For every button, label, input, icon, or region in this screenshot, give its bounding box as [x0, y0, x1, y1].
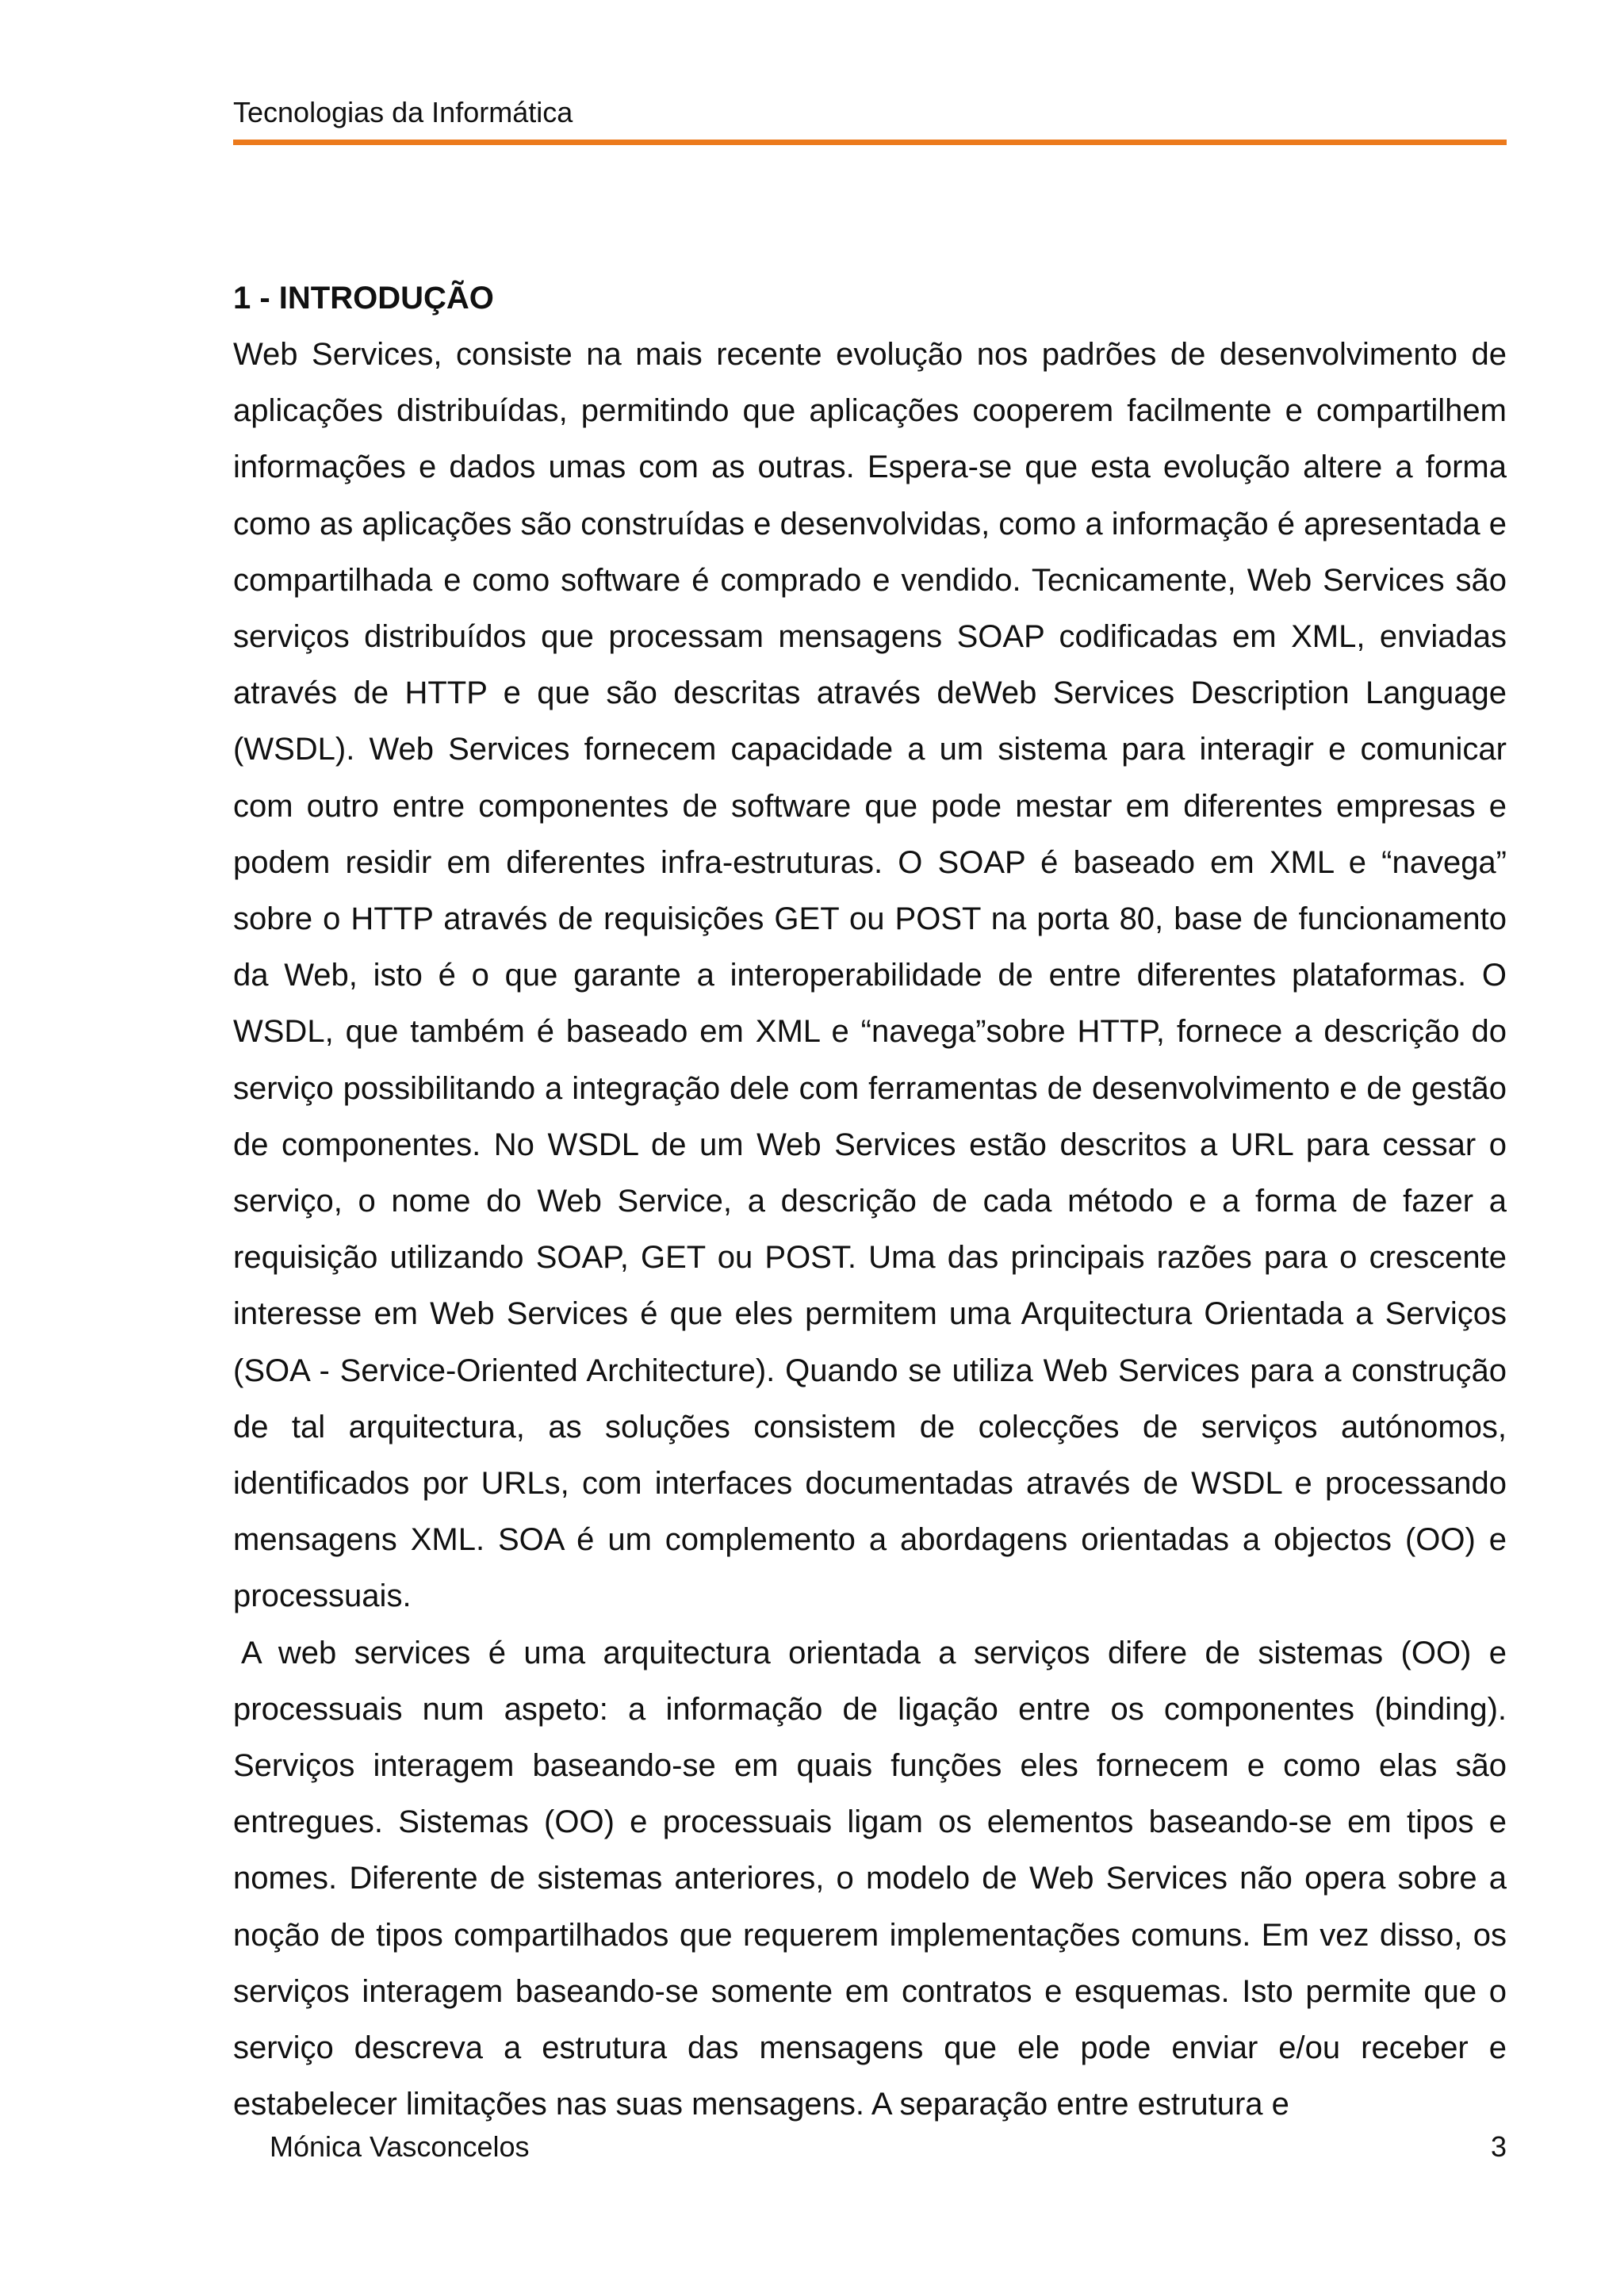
- page-number: 3: [1490, 2130, 1507, 2163]
- header-rule: [233, 140, 1507, 145]
- paragraph-2: A web services é uma arquitectura orientada a serviços difere de sistemas (OO) e processuais num aspeto: a informação de ligação entre os componentes (binding). Serviços interagem baseando-se em quais funções eles fornecem e como elas são entregues. Sistemas (OO) e processuais ligam os elementos baseando-se em tipos e nomes. Diferente de sistemas anteriores, o modelo de Web Services não opera sobre a noção de tipos compartilhados que requerem implementações comuns. Em vez disso, os serviços interagem baseando-se somente em contratos e esquemas. Isto permite que o serviço descreva a estrutura das mensagens que ele pode enviar e/ou receber e estabelecer limitações nas suas mensagens. A separação entre estrutura e: [233, 1635, 1507, 2122]
- header-title: Tecnologias da Informática: [233, 96, 573, 128]
- paragraph-1: Web Services, consiste na mais recente evolução nos padrões de desenvolvimento de aplicações distribuídas, permitindo que aplicações cooperem facilmente e compartilhem informações e dados umas com as outras. Espera-se que esta evolução altere a forma como as aplicações são construídas e desenvolvidas, como a informação é apresentada e compartilhada e como software é comprado e vendido. Tecnicamente, Web Services são serviços distribuídos que processam mensagens SOAP codificadas em XML, enviadas através de HTTP e que são descritas através deWeb Services Description Language (WSDL). Web Services fornecem capacidade a um sistema para interagir e comunicar com outro entre componentes de software que pode mestar em diferentes empresas e podem residir em diferentes infra-estruturas. O SOAP é baseado em XML e “navega” sobre o HTTP através de requisições GET ou POST na porta 80, base de funcionamento da Web, isto é o que garante a interoperabilidade de entre diferentes plataformas. O WSDL, que também é baseado em XML e “navega”sobre HTTP, fornece a descrição do serviço possibilitando a integração dele com ferramentas de desenvolvimento e de gestão de componentes. No WSDL de um Web Services estão descritos a URL para cessar o serviço, o nome do Web Service, a descrição de cada método e a forma de fazer a requisição utilizando SOAP, GET ou POST. Uma das principais razões para o crescente interesse em Web Services é que eles permitem uma Arquitectura Orientada a Serviços (SOA - Service-Oriented Architecture). Quando se utiliza Web Services para a construção de tal arquitectura, as soluções consistem de colecções de serviços autónomos, identificados por URLs, com interfaces documentadas através de WSDL e processando mensagens XML. SOA é um complemento a abordagens orientadas a objectos (OO) e processuais.: [233, 337, 1507, 1614]
- section-heading: 1 - INTRODUÇÃO: [233, 281, 494, 316]
- main-content: [233, 270, 1507, 2133]
- footer-author: Mónica Vasconcelos: [270, 2130, 530, 2163]
